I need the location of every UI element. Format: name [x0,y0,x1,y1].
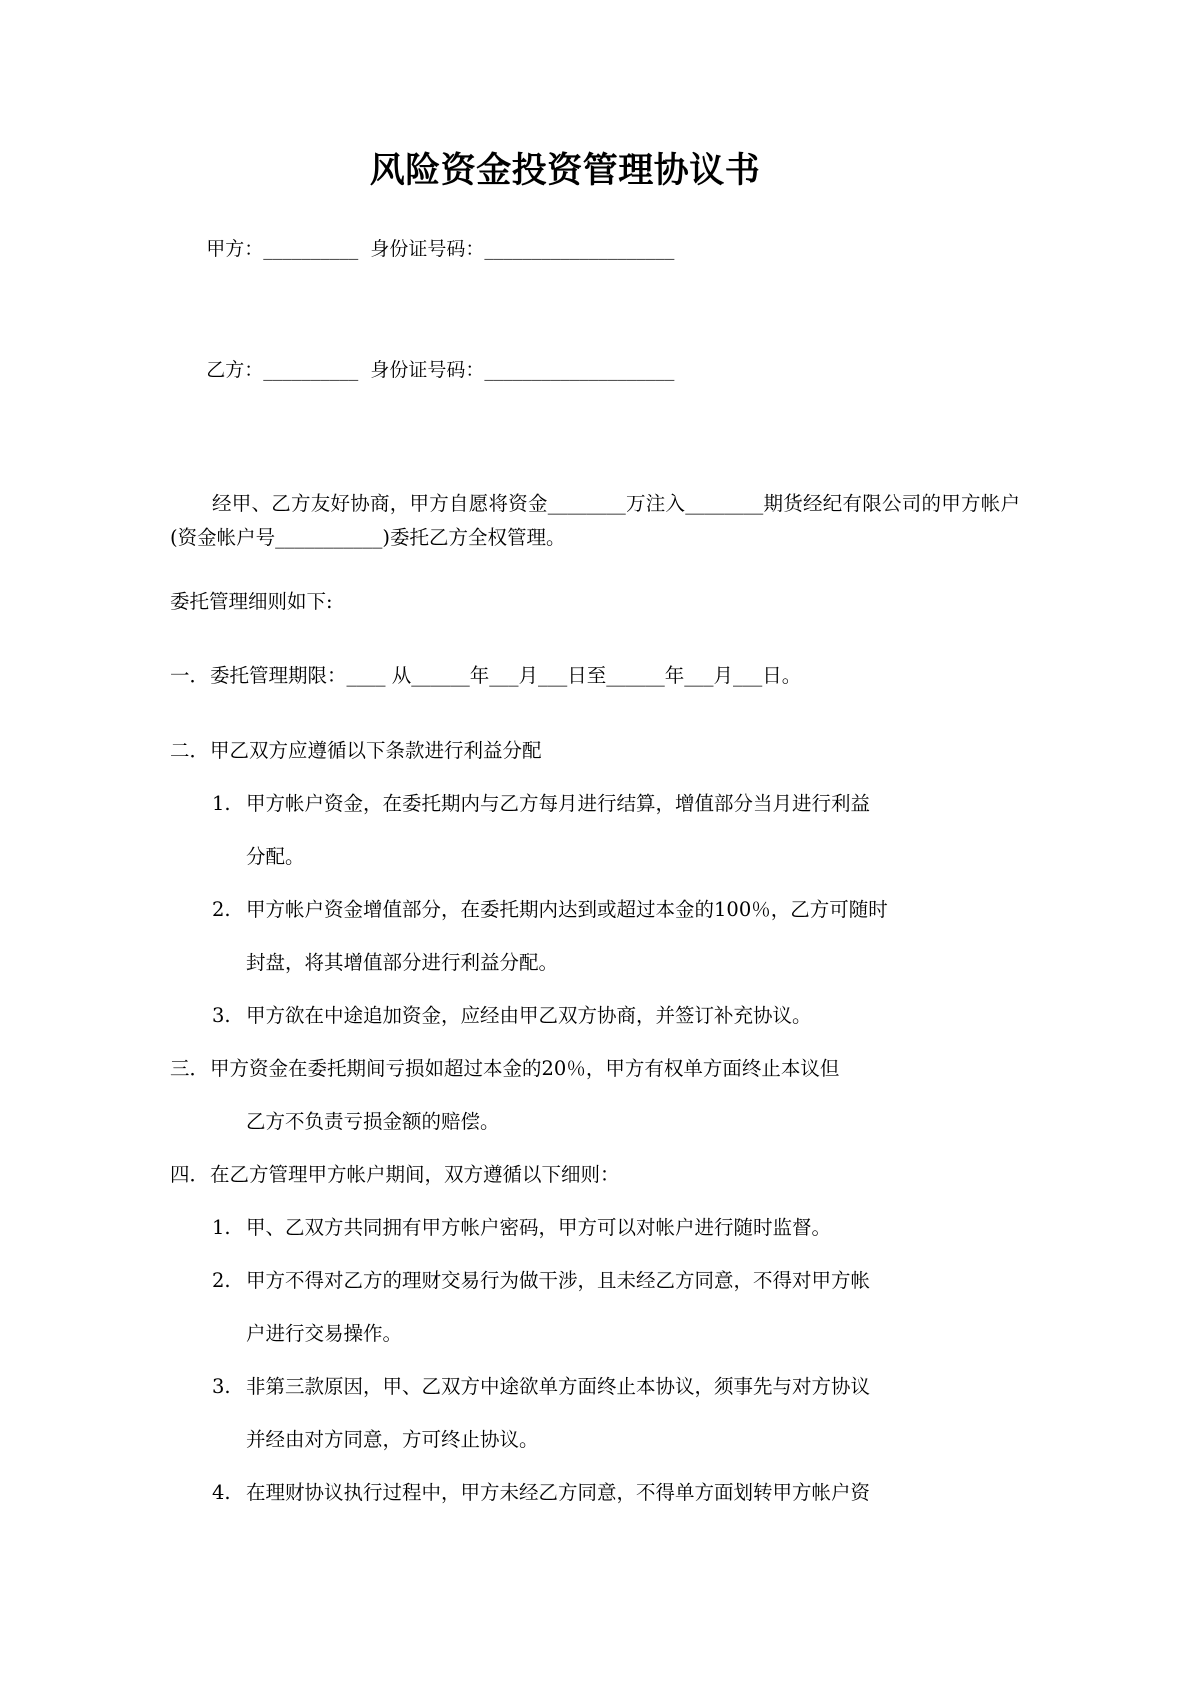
section-2 [170,724,930,777]
section-4-item-3 [170,1360,912,1466]
section-3-number: 三． [170,1057,210,1080]
section-4-item-4 [170,1466,912,1519]
list-item-text: 甲方帐户资金，在委托期内与乙方每月进行结算，增值部分当月进行利益 [246,792,871,815]
section-1-heading: 委托管理期限：____ 从______年___月___日至______年___月___日。 [210,664,802,687]
list-item-number: 4. [212,1481,231,1504]
list-item-continuation: 户进行交易操作。 [246,1322,403,1345]
spacer [170,619,1020,649]
section-4-item-2 [170,1254,912,1360]
section-3-heading: 甲方资金在委托期间亏损如超过本金的20％，甲方有权单方面终止本议但 [210,1057,840,1080]
section-2-heading: 甲乙双方应遵循以下条款进行利益分配 [210,739,542,762]
list-item-text: 甲、乙双方共同拥有甲方帐户密码，甲方可以对帐户进行随时监督。 [246,1216,832,1239]
party-line-yifang [170,292,1020,414]
list-item-number: 1. [212,792,231,815]
section-4-number: 四． [170,1163,210,1186]
party-blank-yifang: __________ [263,359,359,381]
list-item-continuation: 封盘，将其增值部分进行利益分配。 [246,951,559,974]
id-label-yifang: 身份证号码： [370,359,485,381]
list-item-continuation: 分配。 [246,845,305,868]
page-title: 风险资金投资管理协议书 [369,151,761,191]
section-2-item-2 [170,883,912,989]
list-item-number: 2. [212,1269,231,1292]
details-heading: 委托管理细则如下: [170,590,333,613]
section-2-item-3 [170,989,912,1042]
list-item-text: 甲方欲在中途追加资金，应经由甲乙双方协商，并签订补充协议。 [246,1004,812,1027]
section-2-item-1 [170,777,912,883]
list-item-number: 1. [212,1216,231,1239]
list-item-continuation: 并经由对方同意，方可终止协议。 [246,1428,539,1451]
list-item-text: 非第三款原因，甲、乙双方中途欲单方面终止本协议，须事先与对方协议 [246,1375,871,1398]
section-4-item-1 [170,1201,912,1254]
party-line-jiafang [170,192,1020,292]
list-item-text: 甲方不得对乙方的理财交易行为做干涉，且未经乙方同意，不得对甲方帐 [246,1269,871,1292]
spacer [170,555,1020,585]
party-blank-jiafang: __________ [263,237,359,260]
list-item-number: 2. [212,898,231,921]
list-item-number: 3. [212,1375,231,1398]
intro-paragraph: 经甲、乙方友好协商，甲方自愿将资金________万注入________期货经纪有限公司的甲方帐户(资金帐户号___________)委托乙方全权管理。 [170,492,1020,549]
section-4 [170,1148,930,1201]
list-item-number: 3. [212,1004,231,1027]
section-1 [170,649,930,702]
id-blank-jiafang: ____________________ [484,237,675,260]
spacer [170,413,1020,487]
section-3 [170,1042,930,1148]
id-blank-yifang: ____________________ [484,359,675,381]
document-content [170,0,1020,1519]
party-label-jiafang: 甲方： [206,237,264,260]
section-3-heading-continuation: 乙方不负责亏损金额的赔偿。 [246,1110,500,1133]
id-label-jiafang: 身份证号码： [370,237,485,260]
section-1-number: 一． [170,664,210,687]
spacer [170,702,1020,724]
party-label-yifang: 乙方： [206,359,264,381]
section-4-heading: 在乙方管理甲方帐户期间，双方遵循以下细则： [210,1163,620,1186]
list-item-text: 甲方帐户资金增值部分，在委托期内达到或超过本金的100％，乙方可随时 [246,898,888,921]
list-item-text: 在理财协议执行过程中，甲方未经乙方同意，不得单方面划转甲方帐户资 [246,1481,871,1504]
section-2-number: 二． [170,739,210,762]
